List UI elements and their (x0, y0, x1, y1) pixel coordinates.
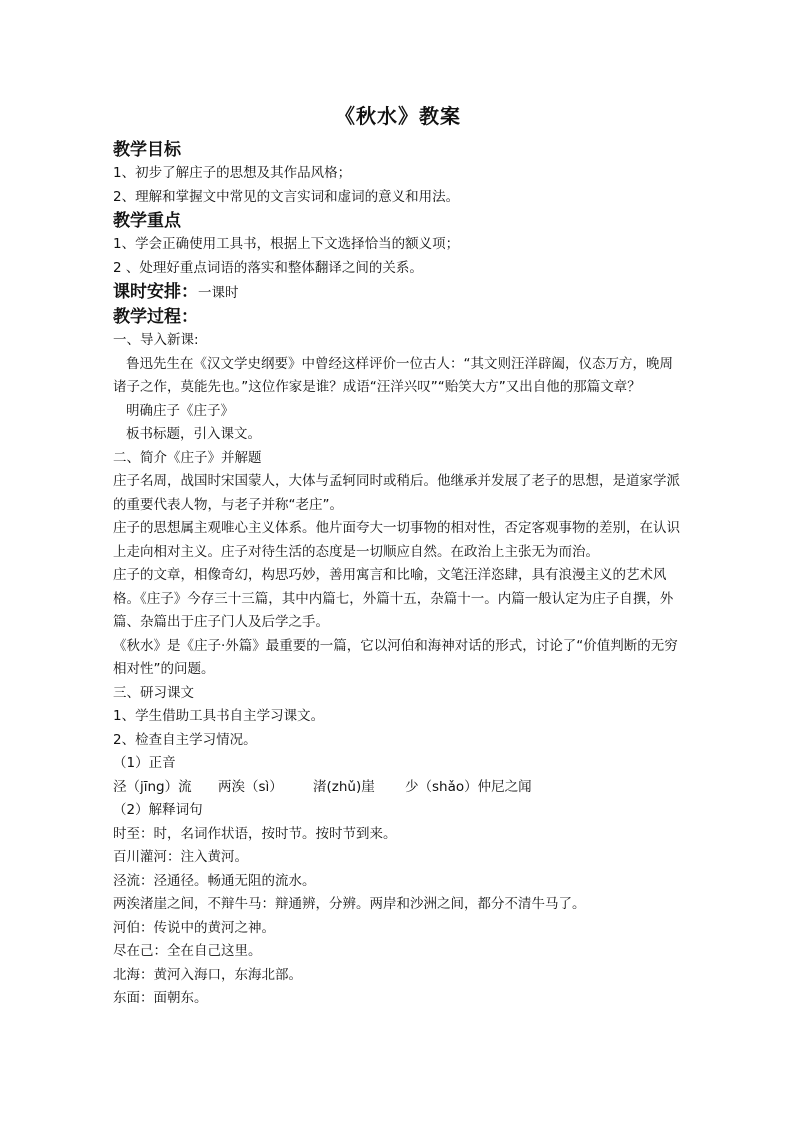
glossary-item: 泾流：泾通径。畅通无阻的流水。 (113, 872, 316, 889)
goals-heading: 教学目标 (113, 140, 181, 160)
intro-paragraph: 鲁迅先生在《汉文学史纲要》中曾经这样评价一位古人：“其文则汪洋辟阖，仪态万方，晚周诸子之作，莫能先也。”这位作家是谁？成语“汪洋兴叹”“贻笑大方”又出自他的那篇文章？ (113, 355, 673, 395)
keypoints-heading: 教学重点 (113, 211, 181, 231)
glossary-item: 东面：面朝东。 (113, 990, 208, 1006)
glossary-item: 时至：时，名词作状语，按时节。按时节到来。 (113, 825, 397, 842)
process-heading: 教学过程： (113, 307, 198, 327)
keypoint-item: 2 、处理好重点词语的落实和整体翻译之间的关系。 (113, 259, 423, 276)
brief-heading: 二、简介《庄子》并解题 (113, 449, 262, 466)
pronunciation-item: 泾（jīng）流 (113, 778, 192, 795)
study-step: 2、检查自主学习情况。 (113, 731, 257, 748)
goal-item: 2、理解和掌握文中常见的文言实词和虚词的意义和用法。 (113, 188, 460, 205)
brief-paragraph: 庄子名周，战国时宋国蒙人，大体与孟轲同时或稍后。他继承并发展了老子的思想，是道家学派的重要代表人物，与老子并称“老庄”。 (113, 473, 680, 513)
page-title: 《秋水》教案 (335, 104, 461, 128)
pronunciation-item: 渚(zhǔ)崖 (313, 778, 375, 795)
glossary-item: 百川灌河：注入黄河。 (113, 849, 248, 865)
goal-item: 1、初步了解庄子的思想及其作品风格； (113, 165, 352, 181)
glossary-label: （2）解释词句 (113, 802, 203, 818)
pronunciation-item: 少（shǎo）仲尼之闻 (405, 778, 532, 795)
pronunciation-item: 两涘（sì） (218, 778, 283, 795)
glossary-item: 尽在己：全在自己这里。 (113, 943, 262, 959)
keypoint-item: 1、学会正确使用工具书，根据上下文选择恰当的额义项； (113, 236, 460, 252)
schedule-heading: 课时安排： (113, 282, 198, 302)
study-step: 1、学生借助工具书自主学习课文。 (113, 708, 325, 724)
intro-answer: 明确庄子《庄子》 (126, 402, 234, 419)
glossary-item: 北海：黄河入海口，东海北部。 (113, 966, 302, 983)
schedule-value: 一课时 (198, 285, 239, 301)
intro-board: 板书标题，引入课文。 (126, 426, 261, 442)
brief-paragraph: 《秋水》是《庄子·外篇》最重要的一篇，它以河伯和海神对话的形式，讨论了“价值判断的无穷相对性”的问题。 (113, 637, 678, 677)
glossary-item: 两涘渚崖之间，不辩牛马：辩通辨，分辨。两岸和沙洲之间，都分不清牛马了。 (113, 896, 586, 912)
study-heading: 三、研习课文 (113, 684, 194, 701)
intro-heading: 一、导入新课: (113, 332, 199, 348)
brief-paragraph: 庄子的文章，相像奇幻，构思巧妙，善用寓言和比喻，文笔汪洋恣肆，具有浪漫主义的艺术风格。《庄子》今存三十三篇，其中内篇七，外篇十五，杂篇十一。内篇一般认定为庄子自撰，外篇、杂篇出于庄子门人及后学之手。 (113, 567, 674, 630)
pronunciation-row (113, 776, 683, 800)
glossary-item: 河伯：传说中的黄河之神。 (113, 919, 275, 936)
pronunciation-label: （1）正音 (113, 755, 176, 771)
document-body (113, 102, 683, 1011)
schedule-line (113, 280, 683, 305)
brief-paragraph: 庄子的思想属主观唯心主义体系。他片面夸大一切事物的相对性，否定客观事物的差别，在认识上走向相对主义。庄子对待生活的态度是一切顺应自然。在政治上主张无为而治。 (113, 520, 680, 560)
